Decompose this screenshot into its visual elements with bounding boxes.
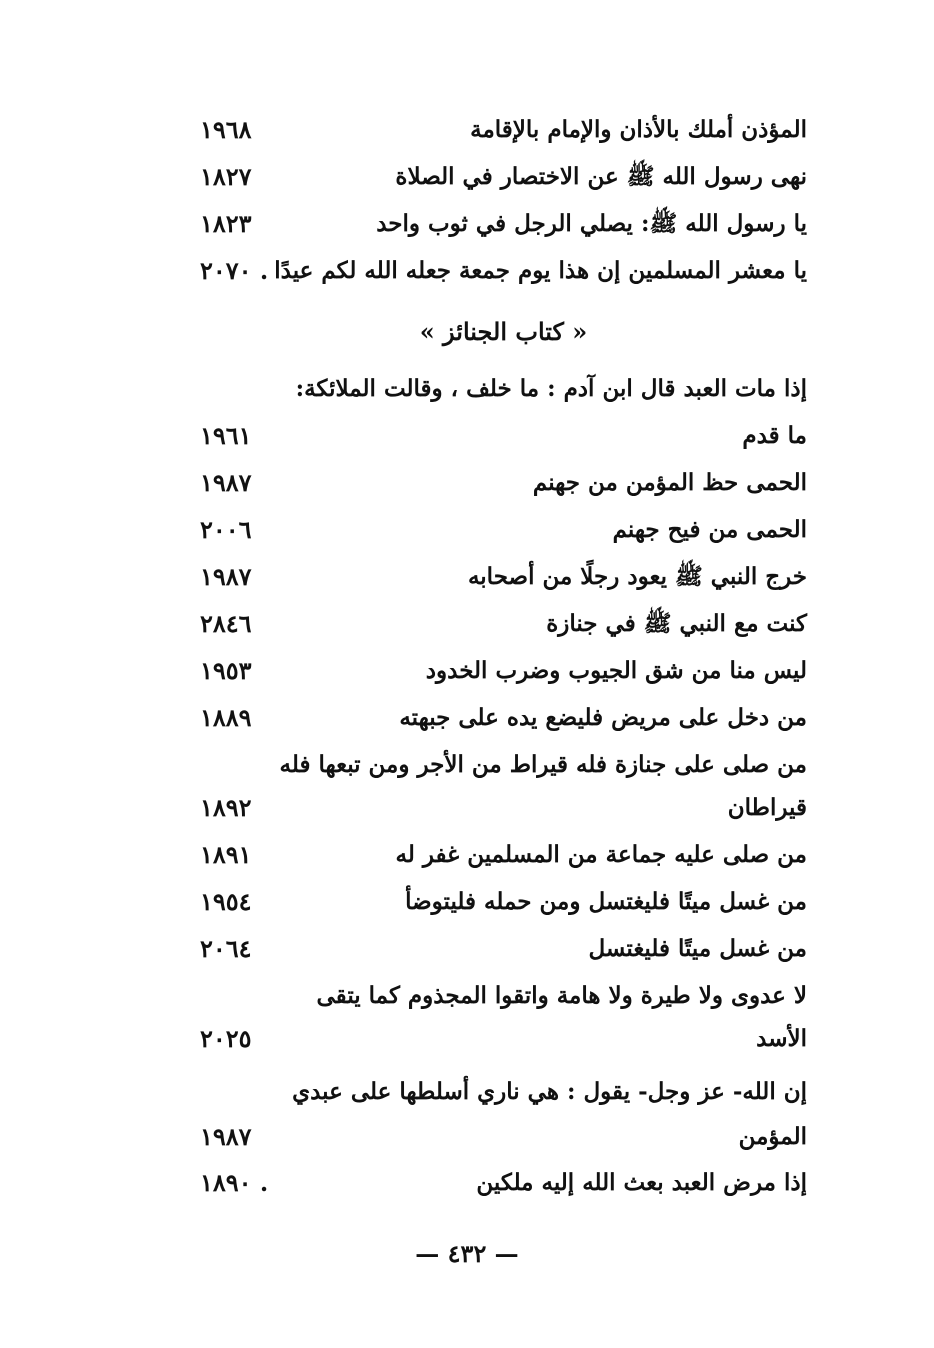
entry-number: ١٨٢٣ [200, 209, 252, 238]
entry-text: يا معشر المسلمين إن هذا يوم جمعة جعله الله لكم عيدًا [274, 257, 807, 284]
entry-text: ليس منا من شق الجيوب وضرب الخدود [425, 657, 807, 684]
entry-text: المؤذن أملك بالأذان والإمام بالإقامة [470, 116, 807, 143]
entry-number: ١٩٦١ [200, 421, 252, 450]
page-number: — ٤٣٢ — [415, 1239, 519, 1268]
entry-text: إذا مات العبد قال ابن آدم : ما خلف ، وقالت الملائكة: [295, 375, 807, 402]
entry-text: من دخل على مريض فليضع يده على جبهته [399, 704, 807, 731]
entry-text: المؤمن [738, 1123, 807, 1150]
index-entry [200, 698, 807, 738]
entry-text: لا عدوى ولا طيرة ولا هامة واتقوا المجذوم كما يتقى [316, 982, 807, 1009]
entry-number: ١٩٥٤ [200, 887, 252, 916]
entry-number: ١٨٩٠ . [200, 1168, 269, 1197]
index-entry [200, 1117, 807, 1157]
entry-text: ما قدم [742, 422, 807, 449]
index-entry [200, 835, 807, 875]
index-entry [200, 882, 807, 922]
entry-number: ١٨٨٩ [200, 703, 252, 732]
section-heading: « كتاب الجنائز » [419, 317, 588, 346]
entry-number: ٢٨٤٦ [200, 609, 252, 638]
entry-number: ١٩٥٣ [200, 656, 252, 685]
entry-text: من صلى عليه جماعة من المسلمين غفر له [395, 841, 807, 868]
index-entry [200, 1019, 807, 1059]
entry-number: ١٩٨٧ [200, 562, 252, 591]
entry-number: ١٨٩٢ [200, 793, 252, 822]
index-entry [200, 369, 807, 409]
entry-number: ١٨٩١ [200, 840, 252, 869]
index-entry [200, 110, 807, 150]
entry-text: إذا مرض العبد بعث الله إليه ملكين [476, 1169, 807, 1196]
index-entry [200, 463, 807, 503]
entry-number: ٢٠٧٠ . [200, 256, 269, 285]
entry-text: الحمى من فيح جهنم [612, 516, 807, 543]
entry-number: ٢٠٠٦ [200, 515, 252, 544]
entry-number: ١٨٢٧ [200, 162, 252, 191]
index-entry [200, 1072, 807, 1112]
index-entry [200, 416, 807, 456]
entry-text: من صلى على جنازة فله قيراط من الأجر ومن تبعها فله [279, 751, 807, 778]
entry-text: الأسد [756, 1025, 807, 1052]
entry-text: من غسل ميتًا فليغتسل [588, 935, 807, 962]
entry-text: خرج النبي ﷺ يعود رجلًا من أصحابه [467, 563, 807, 590]
entry-text: الحمى حظ المؤمن من جهنم [532, 469, 807, 496]
entry-number: ١٩٨٧ [200, 468, 252, 497]
entry-text: يا رسول الله ﷺ: يصلي الرجل في ثوب واحد [376, 210, 807, 237]
entry-text: كنت مع النبي ﷺ في جنازة [546, 610, 807, 637]
entry-text: إن الله- عز وجل- يقول : هي ناري أسلطها على عبدي [292, 1078, 807, 1105]
index-entry [200, 157, 807, 197]
index-entry [200, 788, 807, 828]
entry-number: ٢٠٢٥ [200, 1024, 252, 1053]
index-entry [200, 976, 807, 1016]
index-entry [200, 510, 807, 550]
index-entry [200, 745, 807, 785]
index-entry [200, 251, 807, 291]
index-entry [200, 557, 807, 597]
entry-number: ١٩٦٨ [200, 115, 252, 144]
index-entry [200, 604, 807, 644]
index-entry [200, 204, 807, 244]
index-entry [200, 651, 807, 691]
index-entry [200, 929, 807, 969]
entry-number: ٢٠٦٤ [200, 934, 252, 963]
entry-text: من غسل ميتًا فليغتسل ومن حمله فليتوضأ [405, 888, 807, 915]
entry-number: ١٩٨٧ [200, 1122, 252, 1151]
index-entry [200, 1163, 807, 1203]
entry-text: نهى رسول الله ﷺ عن الاختصار في الصلاة [395, 163, 807, 190]
entry-text: قيراطان [727, 794, 807, 821]
